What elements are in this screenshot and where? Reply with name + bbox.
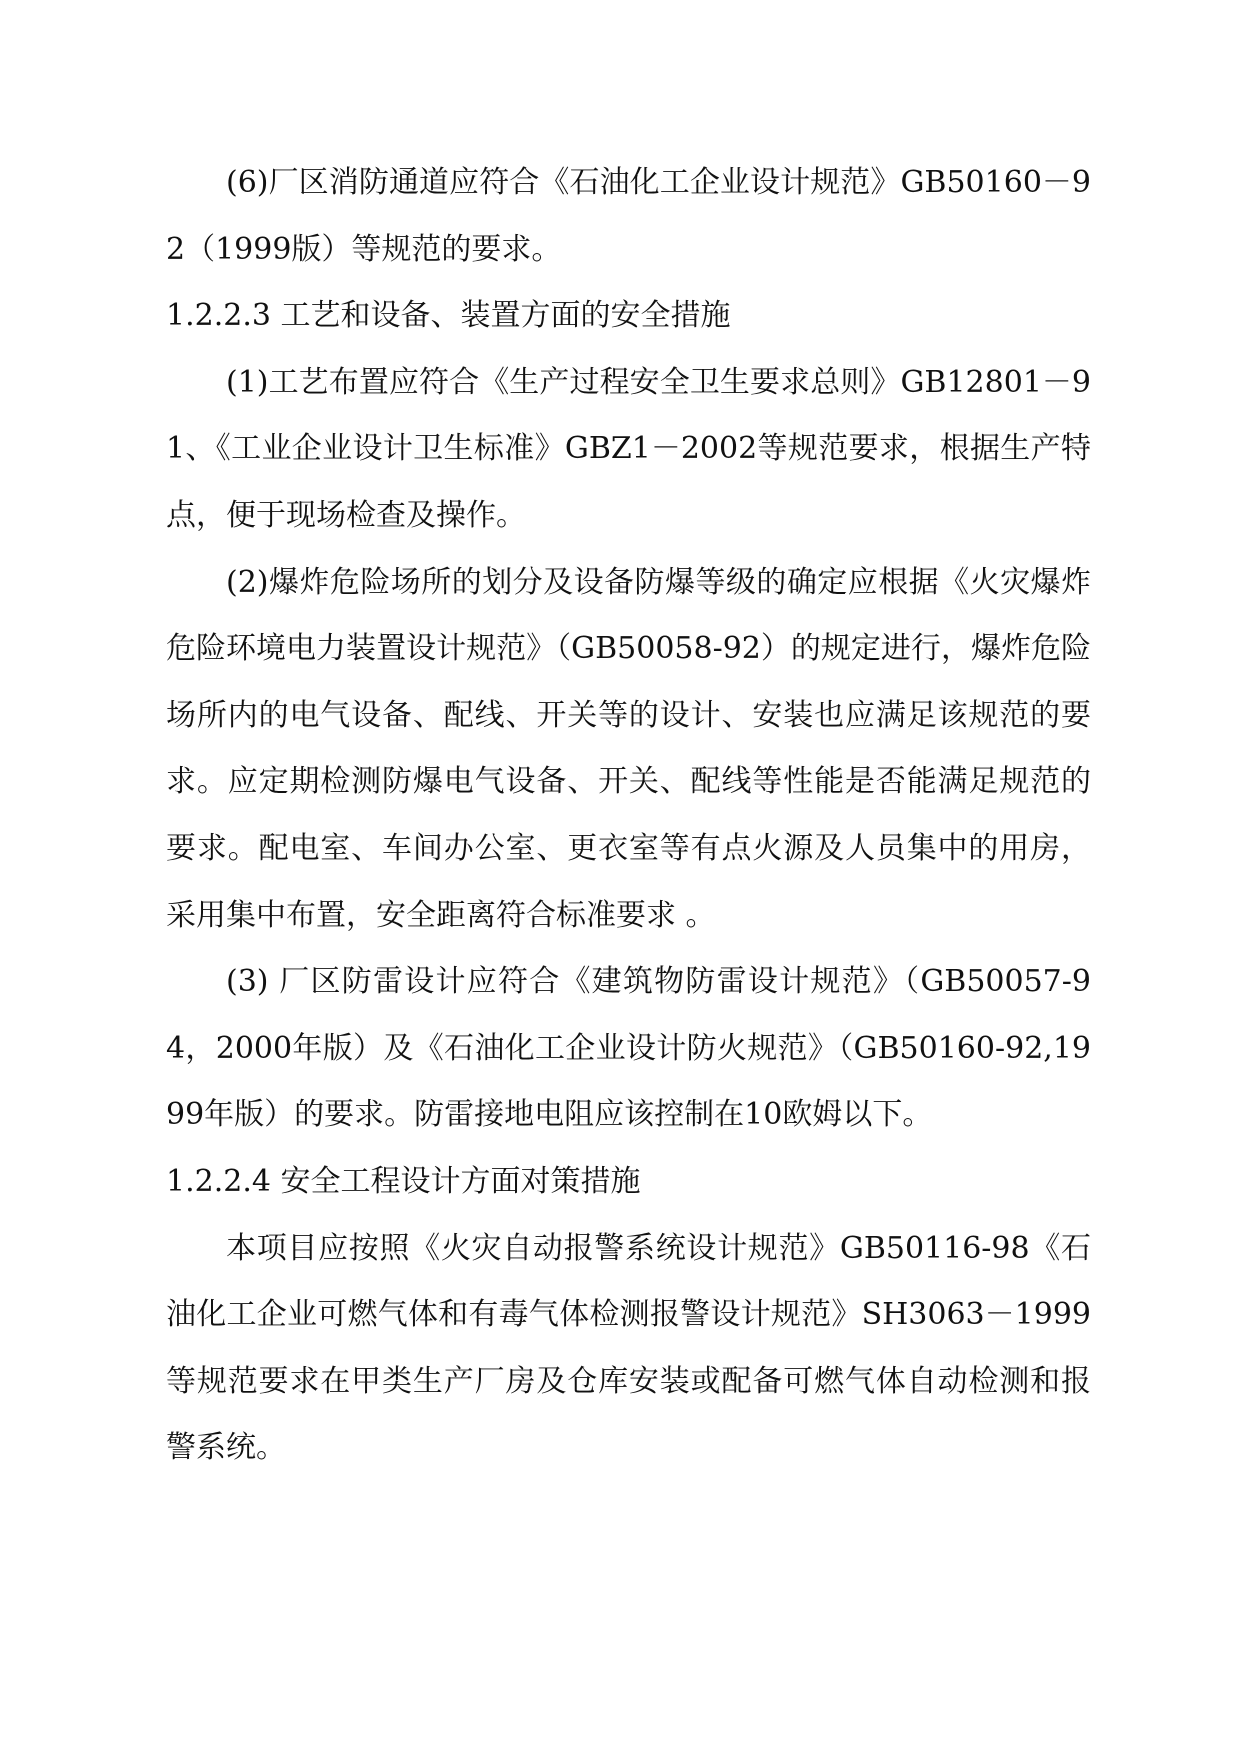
section-heading-1-2-2-4: 1.2.2.4 安全工程设计方面对策措施 [166,1163,641,1199]
paragraph-lightning-protection: (3) 厂区防雷设计应符合《建筑物防雷设计规范》（GB50057-94，2000年版）及《石油化工企业设计防火规范》（GB50160-92,1999年版）的要求。防雷接地电阻应该控制在10欧姆以下。 [166,964,1091,1133]
paragraph-explosion-hazard: (2)爆炸危险场所的划分及设备防爆等级的确定应根据《火灾爆炸危险环境电力装置设计规范》（GB50058-92）的规定进行，爆炸危险场所内的电气设备、配线、开关等的设计、安装也应满足该规范的要求。应定期检测防爆电气设备、开关、配线等性能是否能满足规范的要求。配电室、车间办公室、更衣室等有点火源及人员集中的用房，采用集中布置，安全距离符合标准要求 。 [166,564,1091,933]
section-heading-1-2-2-3: 1.2.2.3 工艺和设备、装置方面的安全措施 [166,298,731,334]
paragraph-process-layout: (1)工艺布置应符合《生产过程安全卫生要求总则》GB12801－91、《工业企业设计卫生标准》GBZ1－2002等规范要求，根据生产特点，便于现场检查及操作。 [166,364,1091,533]
paragraph-fire-access-road: (6)厂区消防通道应符合《石油化工企业设计规范》GB50160－92（1999版）等规范的要求。 [166,165,1091,267]
paragraph-gas-detection: 本项目应按照《火灾自动报警系统设计规范》GB50116-98《石油化工企业可燃气体和有毒气体检测报警设计规范》SH3063－1999等规范要求在甲类生产厂房及仓库安装或配备可燃气体自动检测和报警系统。 [166,1230,1091,1466]
document-page [166,150,1091,1482]
